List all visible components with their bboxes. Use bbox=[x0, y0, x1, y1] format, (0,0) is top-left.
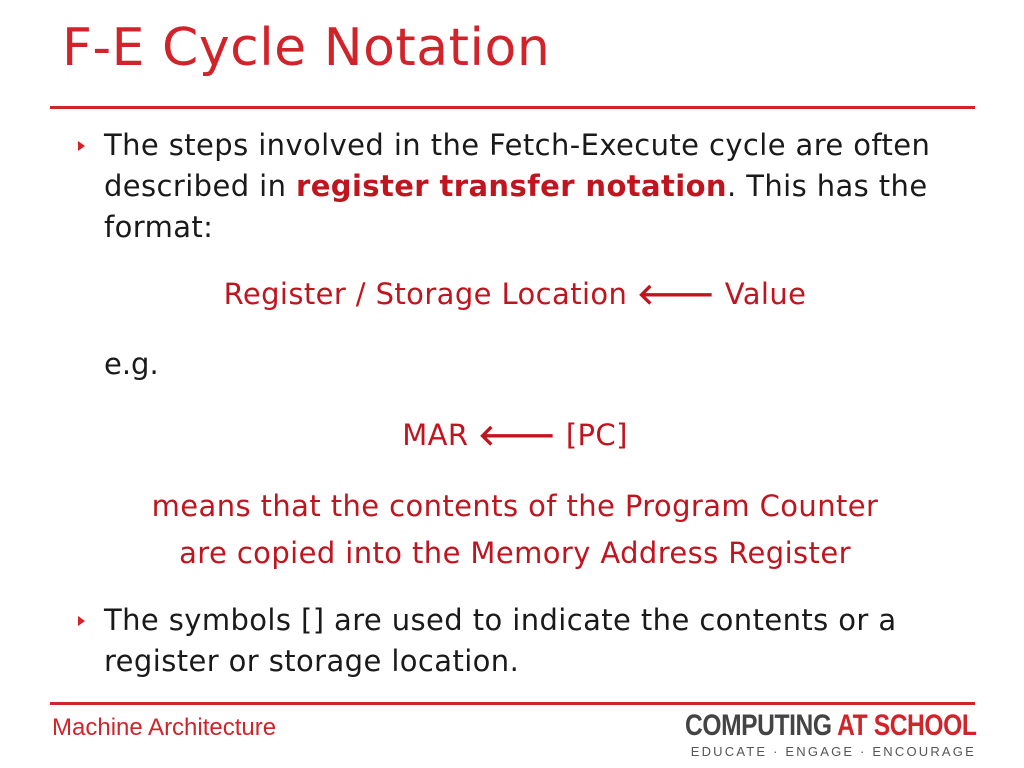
logo-word-at-school: AT SCHOOL bbox=[836, 709, 976, 742]
example-right: [PC] bbox=[556, 418, 628, 452]
bullet-text: The symbols [] are used to indicate the contents or a register or storage location. bbox=[104, 603, 897, 678]
logo-wordmark bbox=[685, 710, 976, 742]
logo-tagline: EDUCATE · ENGAGE · ENCOURAGE bbox=[690, 744, 976, 759]
highlight-term: register transfer notation bbox=[296, 169, 727, 203]
format-right: Value bbox=[715, 277, 807, 311]
explanation-line-1: means that the contents of the Program Counter bbox=[151, 489, 879, 523]
title-divider bbox=[50, 106, 975, 109]
explanation bbox=[60, 483, 970, 577]
computing-at-school-logo bbox=[621, 710, 976, 759]
logo-word-computing: COMPUTING bbox=[684, 709, 837, 742]
bullet-item-symbols bbox=[78, 600, 958, 682]
bullet-arrow-icon bbox=[78, 616, 85, 626]
section-label: Machine Architecture bbox=[52, 714, 277, 741]
explanation-line-2: are copied into the Memory Address Register bbox=[179, 536, 851, 570]
left-arrow-icon: 🡐 bbox=[478, 418, 557, 452]
bullet-arrow-icon bbox=[78, 141, 85, 151]
slide-title: F-E Cycle Notation bbox=[62, 18, 551, 78]
bullet-item-notation bbox=[78, 125, 958, 248]
example-left: MAR bbox=[402, 418, 479, 452]
bullet-text bbox=[104, 125, 958, 248]
format-line bbox=[60, 276, 970, 311]
left-arrow-icon: 🡐 bbox=[636, 277, 716, 311]
example-label: e.g. bbox=[104, 347, 159, 381]
bullet-text-end: . This has the format: bbox=[104, 169, 928, 244]
example-line bbox=[60, 417, 970, 452]
format-left: Register / Storage Location bbox=[223, 277, 637, 311]
footer-divider bbox=[50, 702, 975, 705]
bullet-text-start: The steps involved in the Fetch-Execute cycle are often described in bbox=[104, 128, 931, 203]
